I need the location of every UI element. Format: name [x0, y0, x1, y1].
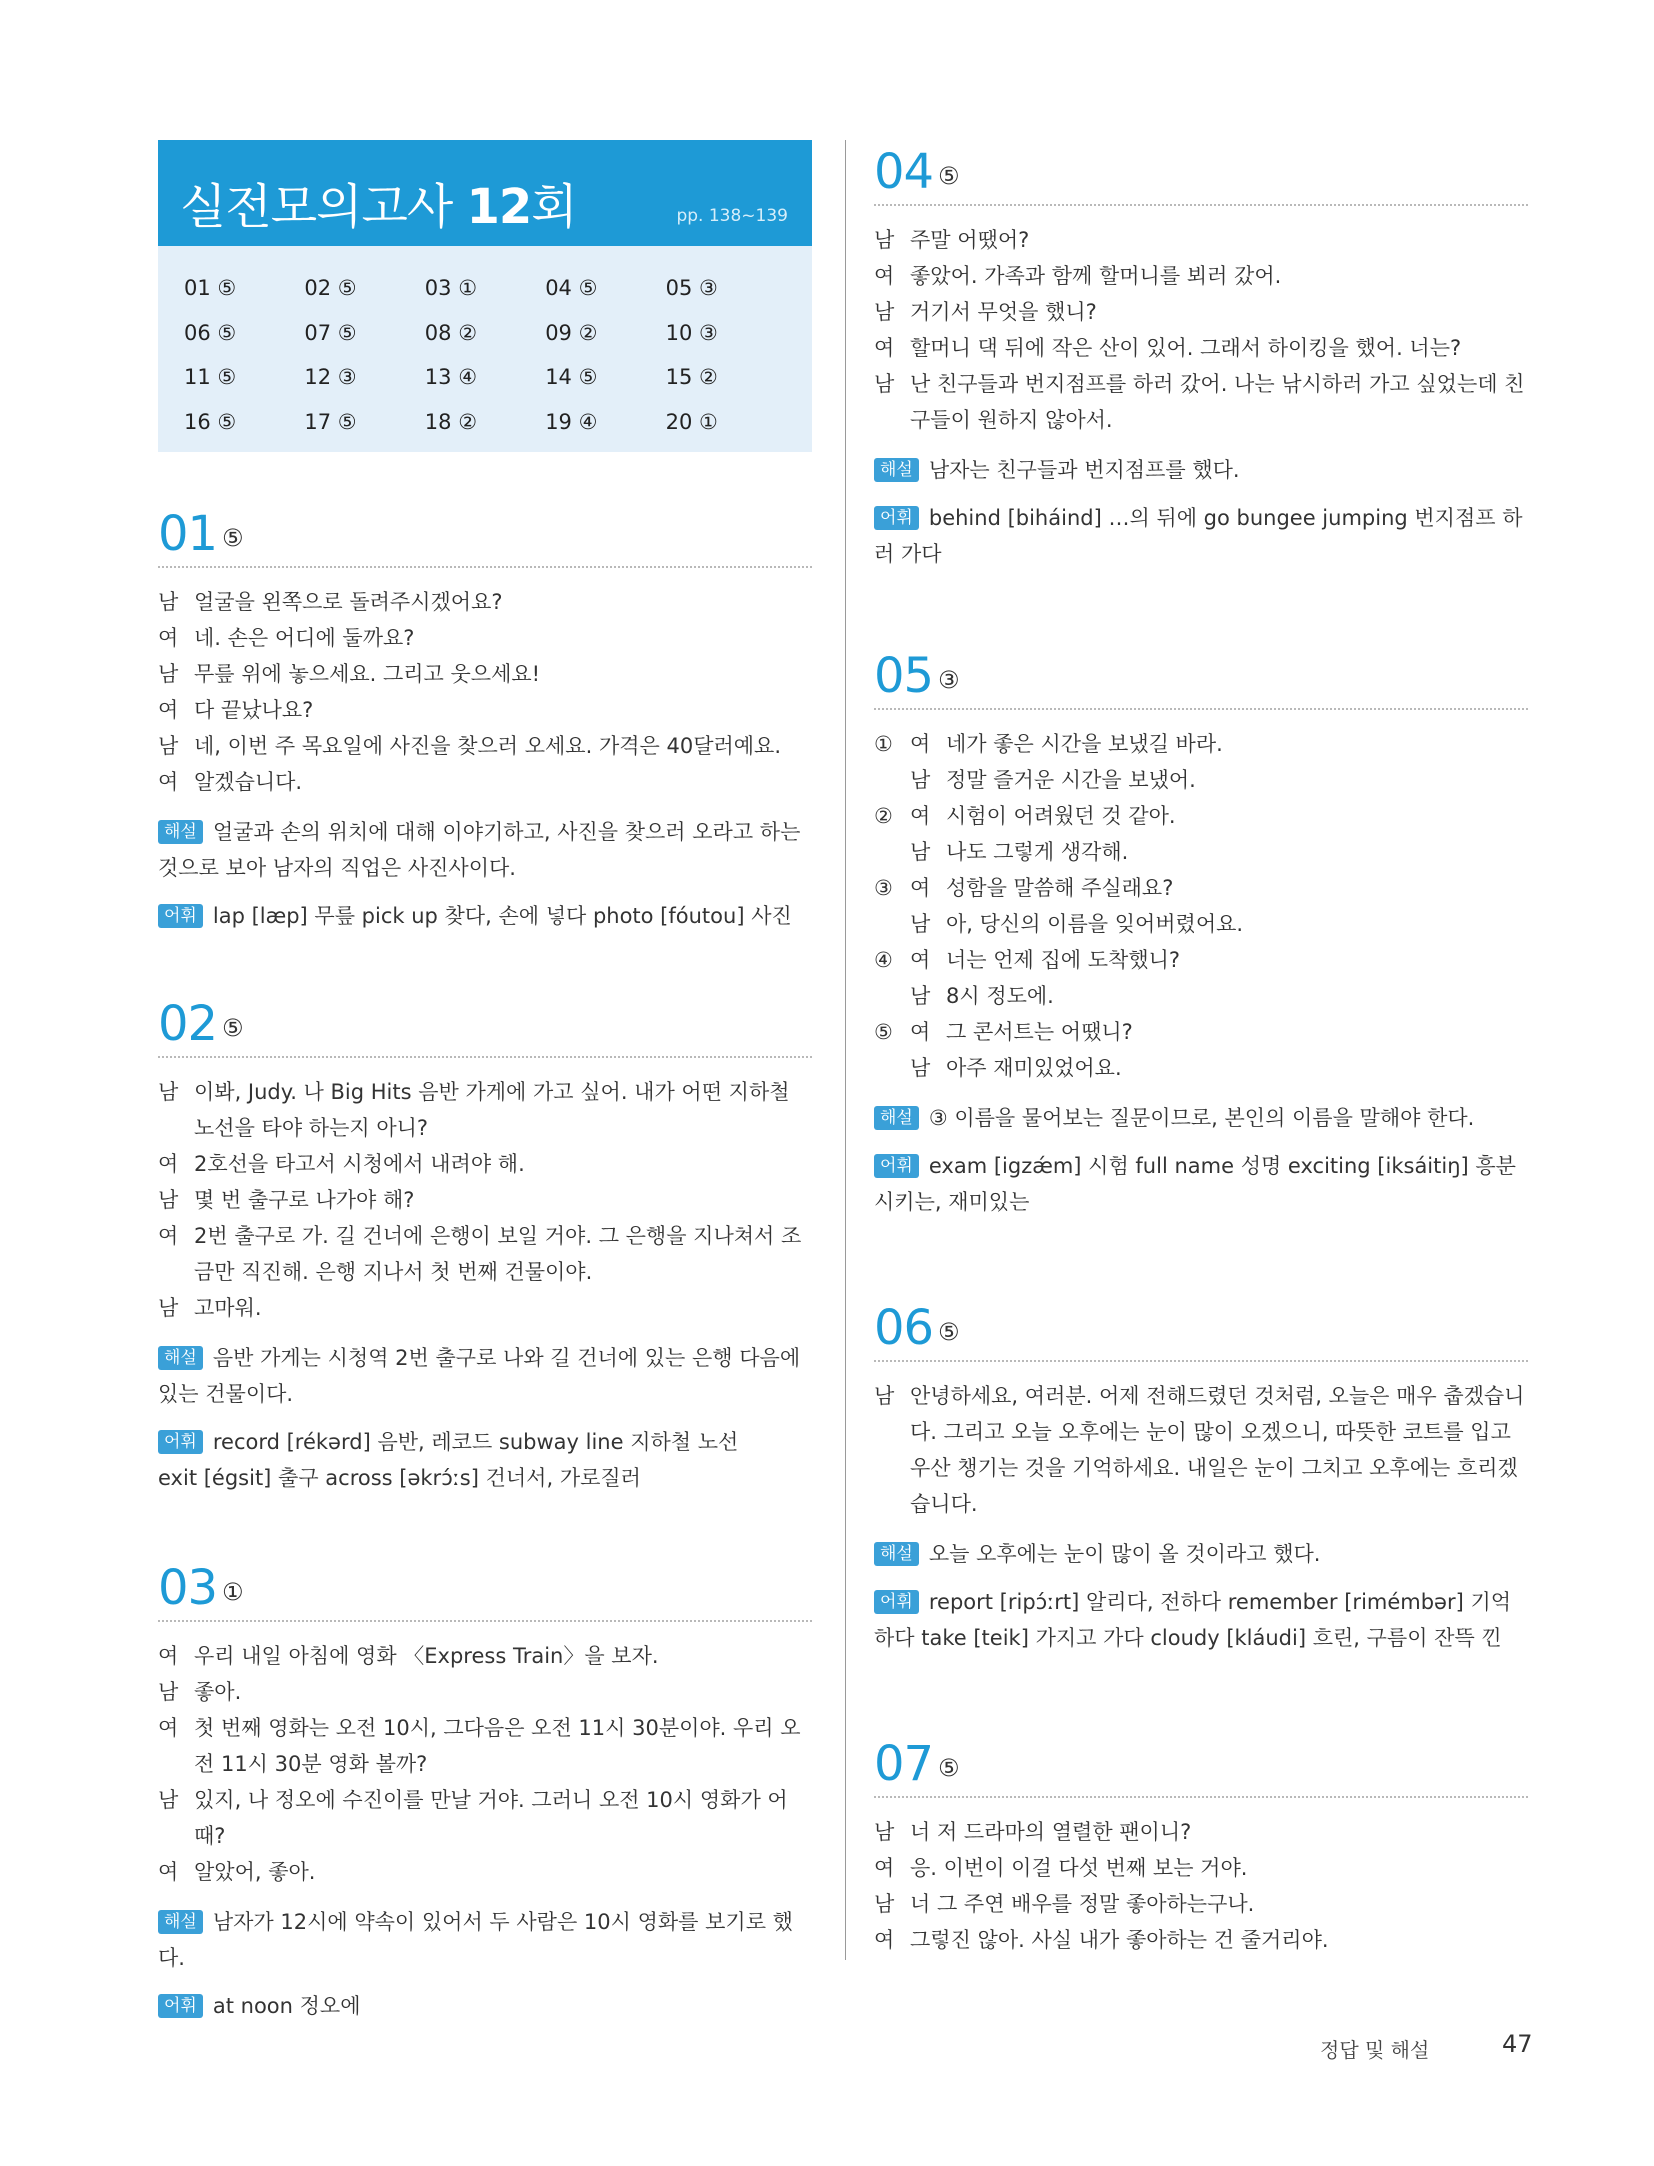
utterance: 이봐, Judy. 나 Big Hits 음반 가게에 가고 싶어. 내가 어떤 지하철 노선을 타야 하는지 아니? — [194, 1080, 790, 1140]
answer-cell: 18 ② — [424, 409, 478, 434]
speaker-label: 여 — [158, 1716, 179, 1740]
utterance: 다 끝났나요? — [194, 698, 314, 722]
speaker-label: 여 — [874, 336, 895, 360]
question-number: 05 — [874, 648, 934, 704]
speaker-label: 남 — [874, 372, 895, 396]
page-title: 실전모의고사 12회 — [180, 179, 577, 235]
answer-cell: 11 ⑤ — [184, 365, 237, 389]
utterance: 좋았어. 가족과 함께 할머니를 뵈러 갔어. — [910, 264, 1282, 288]
answer-cell: 10 ③ — [665, 320, 718, 345]
question-06 — [874, 1300, 1528, 1656]
question-heading — [874, 144, 1528, 206]
answer-cell: 20 ① — [665, 409, 718, 434]
question-number: 02 — [158, 996, 218, 1052]
question-heading — [874, 1300, 1528, 1362]
speaker-label: 여 — [158, 770, 179, 794]
question-04 — [874, 144, 1528, 572]
speaker-label: 여 — [910, 1020, 931, 1044]
speaker-label: 남 — [910, 912, 931, 936]
dialogue-line — [158, 728, 812, 764]
option-marker: ① — [874, 732, 893, 756]
utterance: 네, 이번 주 목요일에 사진을 찾으러 오세요. 가격은 40달러예요. — [194, 734, 782, 758]
option-line — [874, 726, 1528, 762]
dialogue-line — [874, 294, 1528, 330]
question-answer: ③ — [938, 666, 960, 694]
speaker-label: 남 — [158, 1788, 179, 1812]
question-answer: ① — [222, 1578, 244, 1606]
speaker-label: 남 — [158, 590, 179, 614]
option-line — [874, 978, 1528, 1014]
dialogue-line — [158, 1290, 812, 1326]
speaker-label: 남 — [158, 662, 179, 686]
dialogue-line — [874, 1814, 1528, 1850]
dialogue-line — [158, 584, 812, 620]
utterance: 거기서 무엇을 했니? — [910, 300, 1097, 324]
dialogue-line — [158, 1074, 812, 1146]
explanation: 해설 얼굴과 손의 위치에 대해 이야기하고, 사진을 찾으러 오라고 하는 것으로 보아 남자의 직업은 사진사이다. — [158, 820, 801, 880]
utterance: 얼굴을 왼쪽으로 돌려주시겠어요? — [194, 590, 503, 614]
explain-badge: 해설 — [874, 1542, 919, 1566]
utterance: 나도 그렇게 생각해. — [946, 840, 1129, 864]
option-marker: ② — [874, 804, 893, 828]
utterance: 고마워. — [194, 1296, 262, 1320]
utterance: 시험이 어려웠던 것 같아. — [946, 804, 1176, 828]
speaker-label: 여 — [158, 1860, 179, 1884]
vocabulary: 어휘 exam [igzǽm] 시험 full name 성명 exciting [iksáitiŋ] 흥분시키는, 재미있는 — [874, 1154, 1516, 1214]
utterance: 정말 즐거운 시간을 보냈어. — [946, 768, 1196, 792]
option-line — [874, 762, 1528, 798]
dialogue-line — [158, 1674, 812, 1710]
dialogue-line — [158, 764, 812, 800]
question-answer: ⑤ — [938, 1318, 960, 1346]
dialogue — [158, 1622, 812, 1890]
speaker-label: 남 — [158, 734, 179, 758]
utterance: 좋아. — [194, 1680, 242, 1704]
explain-badge: 해설 — [158, 1910, 203, 1934]
page-range: pp. 138~139 — [676, 206, 788, 226]
utterance: 할머니 댁 뒤에 작은 산이 있어. 그래서 하이킹을 했어. 너는? — [910, 336, 1462, 360]
vocab-badge: 어휘 — [158, 1430, 203, 1454]
answer-cell: 17 ⑤ — [304, 409, 357, 434]
dialogue-line — [158, 1182, 812, 1218]
explanation: 해설 오늘 오후에는 눈이 많이 올 것이라고 했다. — [874, 1536, 1528, 1572]
dialogue-line — [158, 1710, 812, 1782]
utterance: 성함을 말씀해 주실래요? — [946, 876, 1174, 900]
dialogue-line — [158, 1218, 812, 1290]
page-number: 47 — [1502, 2030, 1533, 2058]
answer-key-header — [158, 140, 812, 246]
utterance: 네. 손은 어디에 둘까요? — [194, 626, 415, 650]
option-line — [874, 834, 1528, 870]
utterance: 우리 내일 아침에 영화 〈Express Train〉을 보자. — [194, 1644, 659, 1668]
dialogue-line — [874, 366, 1528, 438]
dialogue-line — [874, 1922, 1528, 1958]
explain-badge: 해설 — [874, 1106, 919, 1130]
dialogue-line — [874, 330, 1528, 366]
vocab-badge: 어휘 — [874, 1154, 919, 1178]
explain-badge: 해설 — [158, 820, 203, 844]
question-number: 04 — [874, 144, 934, 200]
utterance: 아, 당신의 이름을 잊어버렸어요. — [946, 912, 1244, 936]
options-list — [874, 710, 1528, 1086]
dialogue-line — [158, 1782, 812, 1854]
option-line — [874, 870, 1528, 906]
option-marker: ④ — [874, 948, 893, 972]
speaker-label: 여 — [874, 1928, 895, 1952]
speaker-label: 남 — [874, 1820, 895, 1844]
utterance: 있지, 나 정오에 수진이를 만날 거야. 그러니 오전 10시 영화가 어때? — [194, 1788, 788, 1848]
dialogue-line — [874, 1378, 1528, 1522]
question-heading — [874, 648, 1528, 710]
vocab-badge: 어휘 — [874, 506, 919, 530]
dialogue-line — [874, 1886, 1528, 1922]
speaker-label: 남 — [874, 228, 895, 252]
explain-badge: 해설 — [874, 458, 919, 482]
option-line — [874, 1050, 1528, 1086]
utterance: 8시 정도에. — [946, 984, 1054, 1008]
question-heading — [158, 1560, 812, 1622]
utterance: 첫 번째 영화는 오전 10시, 그다음은 오전 11시 30분이야. 우리 오전 11시 30분 영화 볼까? — [194, 1716, 801, 1776]
speaker-label: 남 — [910, 840, 931, 864]
speaker-label: 여 — [910, 876, 931, 900]
speaker-label: 남 — [874, 1892, 895, 1916]
speaker-label: 여 — [874, 264, 895, 288]
utterance: 너는 언제 집에 도착했니? — [946, 948, 1181, 972]
dialogue-line — [158, 1854, 812, 1890]
question-heading — [158, 506, 812, 568]
question-number: 06 — [874, 1300, 934, 1356]
utterance: 무릎 위에 놓으세요. 그리고 웃으세요! — [194, 662, 541, 686]
answer-cell: 15 ② — [665, 365, 718, 389]
utterance: 몇 번 출구로 나가야 해? — [194, 1188, 415, 1212]
answer-cell: 06 ⑤ — [184, 320, 237, 345]
vocab-badge: 어휘 — [158, 904, 203, 928]
explain-badge: 해설 — [158, 1346, 203, 1370]
vocabulary: 어휘 report [ripɔ́ːrt] 알리다, 전하다 remember [rimémbər] 기억하다 take [teik] 가지고 가다 cloudy [kláudi] 흐린, 구름이 잔뜩 낀 — [874, 1590, 1512, 1650]
dialogue — [874, 206, 1528, 438]
answer-cell: 09 ② — [545, 320, 598, 345]
explanation: 해설 남자는 친구들과 번지점프를 했다. — [874, 452, 1528, 488]
speaker-label: 여 — [874, 1856, 895, 1880]
answer-cell: 03 ① — [424, 276, 478, 300]
question-02 — [158, 996, 812, 1496]
utterance: 그렇진 않아. 사실 내가 좋아하는 건 줄거리야. — [910, 1928, 1329, 1952]
speaker-label: 여 — [158, 1152, 179, 1176]
answer-cell: 02 ⑤ — [304, 276, 357, 300]
speaker-label: 여 — [158, 1224, 179, 1248]
question-05 — [874, 648, 1528, 1220]
dialogue — [158, 568, 812, 800]
speaker-label: 여 — [158, 1644, 179, 1668]
option-line — [874, 798, 1528, 834]
utterance: 너 그 주연 배우를 정말 좋아하는구나. — [910, 1892, 1255, 1916]
answer-cell: 16 ⑤ — [184, 409, 237, 434]
speaker-label: 남 — [158, 1188, 179, 1212]
answer-key-box — [158, 140, 812, 452]
answer-cell: 01 ⑤ — [184, 276, 237, 300]
left-column — [158, 140, 812, 2018]
column-divider — [845, 140, 846, 1960]
utterance: 그 콘서트는 어땠니? — [946, 1020, 1133, 1044]
option-line — [874, 1014, 1528, 1050]
utterance: 응. 이번이 이걸 다섯 번째 보는 거야. — [910, 1856, 1248, 1880]
utterance: 너 저 드라마의 열렬한 팬이니? — [910, 1820, 1192, 1844]
dialogue — [874, 1798, 1528, 1958]
answer-cell: 05 ③ — [665, 276, 718, 300]
vocab-badge: 어휘 — [158, 1994, 203, 2018]
speaker-label: 여 — [910, 804, 931, 828]
explanation: 해설 음반 가게는 시청역 2번 출구로 나와 길 건너에 있는 은행 다음에 있는 건물이다. — [158, 1346, 801, 1406]
answer-cell: 13 ④ — [424, 365, 478, 389]
dialogue — [874, 1362, 1528, 1522]
utterance: 안녕하세요, 여러분. 어제 전해드렸던 것처럼, 오늘은 매우 춥겠습니다. 그리고 오늘 오후에는 눈이 많이 오겠으니, 따뜻한 코트를 입고 우산 챙기는 것을 기억하세요. 내일은 눈이 그치고 오후에는 흐리겠습니다. — [910, 1384, 1525, 1516]
question-number: 07 — [874, 1736, 934, 1792]
utterance: 주말 어땠어? — [910, 228, 1030, 252]
speaker-label: 여 — [158, 626, 179, 650]
utterance: 난 친구들과 번지점프를 하러 갔어. 나는 낚시하러 가고 싶었는데 친구들이 원하지 않아서. — [910, 372, 1525, 432]
question-01 — [158, 506, 812, 934]
utterance: 네가 좋은 시간을 보냈길 바라. — [946, 732, 1223, 756]
utterance: 2번 출구로 가. 길 건너에 은행이 보일 거야. 그 은행을 지나쳐서 조금만 직진해. 은행 지나서 첫 번째 건물이야. — [194, 1224, 802, 1284]
question-answer: ⑤ — [938, 162, 960, 190]
vocabulary: 어휘 record [rékərd] 음반, 레코드 subway line 지하철 노선 exit [égsit] 출구 across [əkrɔ́ːs] 건너서, 가로질러 — [158, 1430, 739, 1490]
question-answer: ⑤ — [222, 1014, 244, 1042]
dialogue-line — [158, 692, 812, 728]
speaker-label: 남 — [158, 1080, 179, 1104]
answer-grid — [158, 246, 812, 452]
explanation: 해설 ③ 이름을 물어보는 질문이므로, 본인의 이름을 말해야 한다. — [874, 1100, 1528, 1136]
speaker-label: 여 — [910, 732, 931, 756]
speaker-label: 남 — [910, 984, 931, 1008]
answer-cell: 04 ⑤ — [545, 276, 598, 300]
question-03 — [158, 1560, 812, 2024]
question-number: 03 — [158, 1560, 218, 1616]
answer-cell: 19 ④ — [545, 409, 598, 434]
vocabulary: 어휘 lap [læp] 무릎 pick up 찾다, 손에 넣다 photo [fóutou] 사진 — [158, 898, 812, 934]
answer-cell: 07 ⑤ — [304, 320, 357, 345]
explanation: 해설 남자가 12시에 약속이 있어서 두 사람은 10시 영화를 보기로 했다. — [158, 1910, 793, 1970]
question-answer: ⑤ — [938, 1754, 960, 1782]
option-marker: ③ — [874, 876, 893, 900]
question-07 — [874, 1736, 1528, 1958]
speaker-label: 남 — [910, 768, 931, 792]
vocab-badge: 어휘 — [874, 1590, 919, 1614]
question-answer: ⑤ — [222, 524, 244, 552]
question-number: 01 — [158, 506, 218, 562]
answer-cell: 08 ② — [424, 320, 478, 345]
utterance: 2호선을 타고서 시청에서 내려야 해. — [194, 1152, 525, 1176]
speaker-label: 남 — [910, 1056, 931, 1080]
speaker-label: 여 — [910, 948, 931, 972]
answer-cell: 12 ③ — [304, 365, 357, 389]
dialogue-line — [874, 1850, 1528, 1886]
speaker-label: 남 — [158, 1680, 179, 1704]
speaker-label: 남 — [874, 1384, 895, 1408]
question-heading — [158, 996, 812, 1058]
dialogue-line — [158, 1146, 812, 1182]
dialogue — [158, 1058, 812, 1326]
dialogue-line — [158, 1638, 812, 1674]
vocabulary: 어휘 behind [biháind] …의 뒤에 go bungee jumping 번지점프 하러 가다 — [874, 506, 1523, 566]
footer-label: 정답 및 해설 — [1320, 2038, 1430, 2062]
speaker-label: 남 — [874, 300, 895, 324]
dialogue-line — [158, 656, 812, 692]
speaker-label: 여 — [158, 698, 179, 722]
speaker-label: 남 — [158, 1296, 179, 1320]
dialogue-line — [874, 222, 1528, 258]
option-marker: ⑤ — [874, 1020, 893, 1044]
vocabulary: 어휘 at noon 정오에 — [158, 1988, 812, 2024]
dialogue-line — [158, 620, 812, 656]
utterance: 알겠습니다. — [194, 770, 303, 794]
dialogue-line — [874, 258, 1528, 294]
option-line — [874, 942, 1528, 978]
option-line — [874, 906, 1528, 942]
utterance: 알았어, 좋아. — [194, 1860, 316, 1884]
answer-cell: 14 ⑤ — [545, 365, 598, 389]
question-heading — [874, 1736, 1528, 1798]
utterance: 아주 재미있었어요. — [946, 1056, 1122, 1080]
